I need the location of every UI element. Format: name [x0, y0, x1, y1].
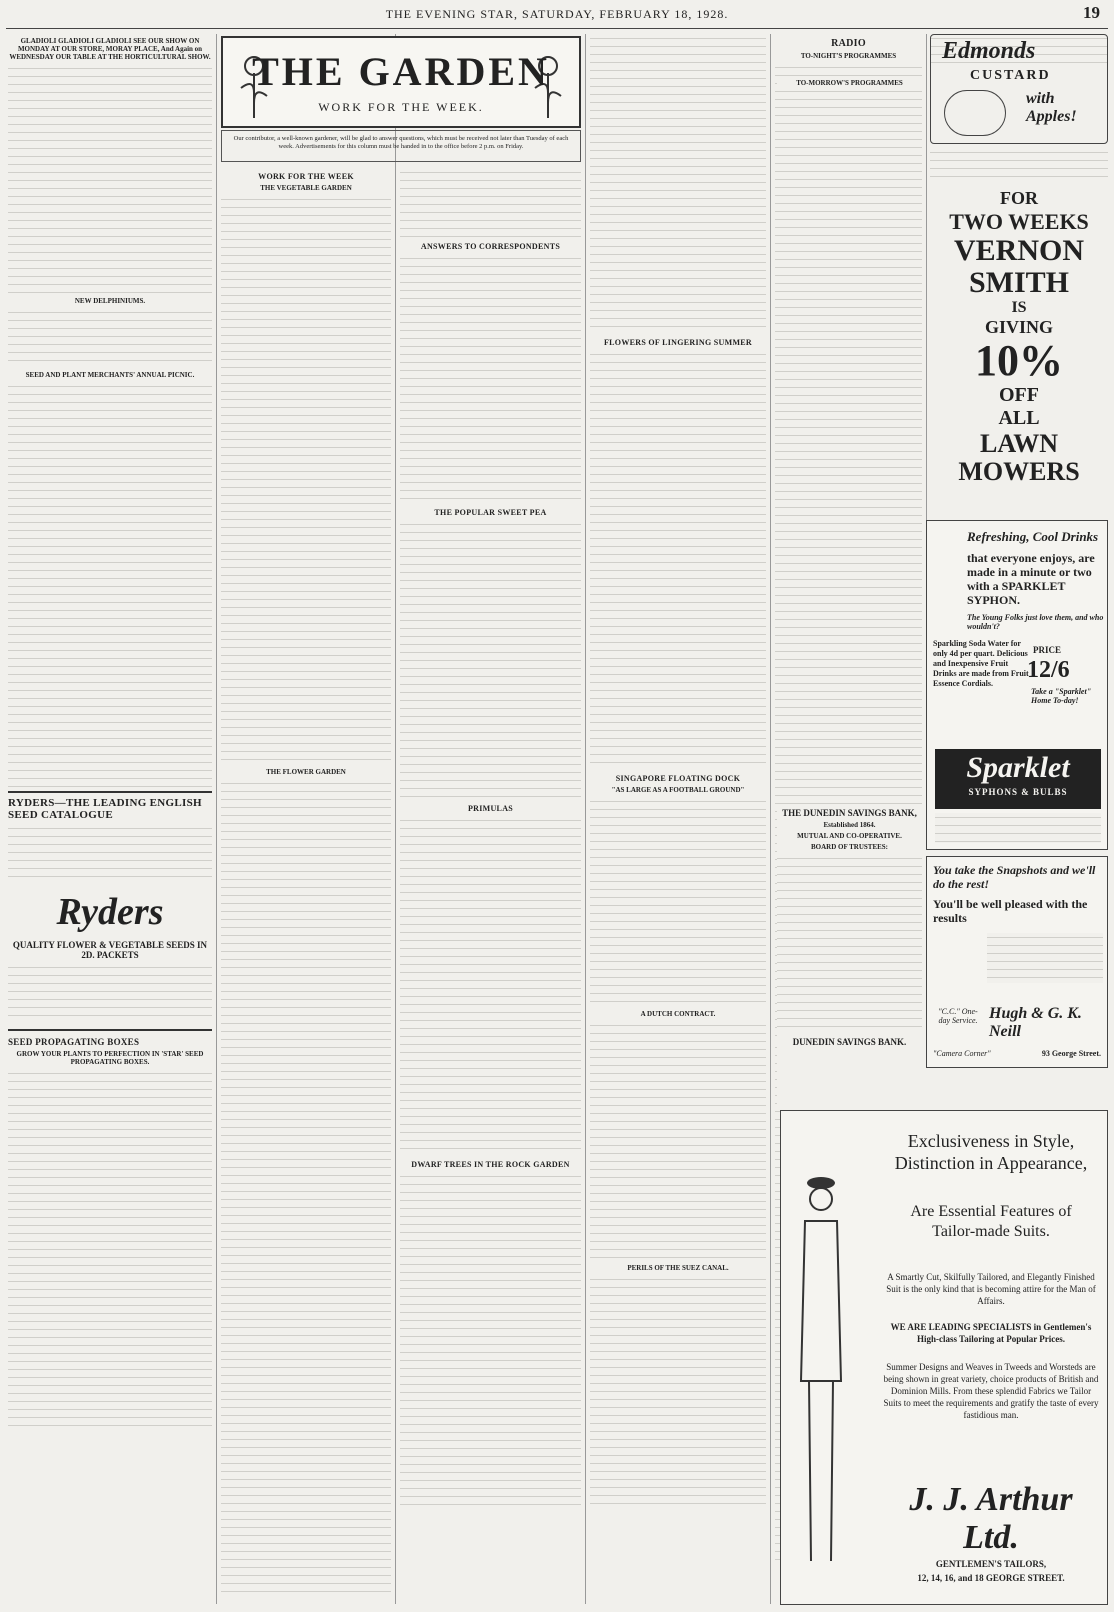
garden-header: [221, 36, 581, 128]
seed-boxes-text: [8, 1069, 212, 1429]
sparklet-fine-print: [935, 813, 1101, 843]
gardening-column: [221, 168, 391, 1604]
arthur-l1: Exclusiveness in Style,: [907, 1131, 1075, 1151]
dutch-contract-heading: A DUTCH CONTRACT.: [640, 1010, 716, 1018]
edmonds-ad: [930, 34, 1108, 144]
bowl-icon: [944, 90, 1006, 136]
ryders-tagline: QUALITY FLOWER & VEGETABLE SEEDS IN 2D. PACKETS: [12, 940, 208, 960]
sparklet-body: that everyone enjoys, are made in a minute or two with a SPARKLET SYPHON.: [967, 551, 1095, 607]
sparklet-logo: [935, 749, 1101, 809]
garden-notice: Our contributor, a well-known gardener, will be glad to answer questions, which must be received not later than Tuesday of each week. Advertisements for this column must be handed in to the office before 2 p.m. on Friday.: [221, 130, 581, 162]
article-text: [221, 195, 391, 765]
divider: [216, 34, 217, 1604]
vernon-for: FOR: [1000, 188, 1038, 208]
edmonds-with: with Apples!: [1026, 90, 1077, 125]
tomorrow-heading: TO-MORROW'S PROGRAMMES: [796, 79, 903, 87]
vernon-all: ALL: [998, 407, 1040, 429]
neill-cc: "C.C." One-day Service.: [938, 1007, 978, 1025]
vernon-smith-ad: [930, 186, 1108, 516]
divider: [926, 34, 927, 554]
answers-heading: ANSWERS TO CORRESPONDENTS: [420, 242, 561, 251]
divider: [585, 34, 586, 1604]
arthur-foot2: 12, 14, 16, and 18 GEORGE STREET.: [917, 1573, 1065, 1583]
arthur-signature: J. J. Arthur Ltd.: [909, 1481, 1073, 1556]
article-text: [400, 520, 581, 800]
vernon-two-weeks: TWO WEEKS: [949, 209, 1089, 234]
divider: [395, 34, 396, 1604]
dwarf-trees-heading: DWARF TREES IN THE ROCK GARDEN: [411, 1160, 570, 1169]
gentleman-icon: [791, 1161, 851, 1581]
seed-boxes-sub: GROW YOUR PLANTS TO PERFECTION IN 'STAR' SEED PROPAGATING BOXES.: [16, 1050, 204, 1066]
article-text: [590, 350, 766, 770]
sparklet-ad: [926, 520, 1108, 850]
bank-board: BOARD OF TRUSTEES:: [810, 843, 889, 851]
edmonds-brand: Edmonds: [942, 38, 1036, 64]
article-text: [400, 254, 581, 504]
bank-est: Established 1864.: [823, 821, 876, 829]
page-number: 19: [1083, 3, 1100, 22]
lingering-summer-heading: FLOWERS OF LINGERING SUMMER: [603, 338, 753, 347]
vernon-name-2: SMITH: [968, 266, 1070, 299]
vernon-mowers: MOWERS: [958, 457, 1080, 486]
article-text: [400, 168, 581, 238]
vernon-lawn: LAWN: [979, 429, 1058, 458]
gladioli-ad: GLADIOLI GLADIOLI GLADIOLI SEE OUR SHOW ON MONDAY AT OUR STORE, MORAY PLACE, And Again on WEDNESDAY OUR TABLE AT THE HORTICULTURAL SHOW.: [9, 37, 211, 61]
arthur-foot1: GENTLEMEN'S TAILORS,: [935, 1559, 1047, 1569]
radio-listings: [775, 63, 922, 623]
vegetable-garden-heading: THE VEGETABLE GARDEN: [260, 184, 352, 192]
neill-head: You take the Snapshots and we'll do the rest!: [933, 863, 1096, 891]
sparklet-price-label: PRICE: [1033, 645, 1062, 655]
sparklet-take: Take a "Sparklet" Home To-day!: [1031, 687, 1092, 705]
masthead: [0, 0, 1114, 30]
arthur-l2: Distinction in Appearance,: [894, 1153, 1088, 1173]
article-text: [590, 1021, 766, 1261]
article-text: [590, 1275, 766, 1505]
sparklet-note: Sparkling Soda Water for only 4d per quart. Delicious and Inexpensive Fruit Drinks are made from Fruit Essence Cordials.: [933, 639, 1029, 688]
singapore-dock-heading: SINGAPORE FLOATING DOCK: [615, 774, 741, 783]
sparklet-sub: SYPHONS & BULBS: [968, 787, 1068, 797]
classified-column: [8, 34, 212, 1604]
bank-sub: MUTUAL AND CO-OPERATIVE.: [797, 832, 902, 840]
vernon-name-1: VERNON: [953, 234, 1084, 267]
divider: [770, 34, 771, 1604]
neill-address: 93 George Street.: [1041, 1049, 1101, 1058]
ryders-text: [8, 824, 212, 884]
neill-name: Hugh & G. K. Neill: [989, 1005, 1082, 1040]
article-text: [590, 797, 766, 1007]
ryders-heading: RYDERS—THE LEADING ENGLISH SEED CATALOGUE: [8, 797, 202, 821]
garden-subtitle: WORK FOR THE WEEK.: [318, 100, 484, 114]
sparklet-tag: The Young Folks just love them, and who wouldn't?: [967, 613, 1104, 631]
radio-heading: RADIO: [831, 38, 866, 49]
neill-text: [987, 933, 1103, 983]
article-text: [400, 1172, 581, 1512]
sparklet-price: 12/6: [1027, 657, 1070, 683]
suez-perils-heading: PERILS OF THE SUEZ CANAL.: [627, 1264, 729, 1272]
tomorrow-block: [777, 76, 922, 90]
bank-footer: DUNEDIN SAVINGS BANK.: [792, 1037, 907, 1047]
primulas-heading: PRIMULAS: [467, 804, 514, 813]
arthur-l3: Are Essential Features of: [910, 1203, 1072, 1220]
gardening-column-2: [400, 168, 581, 1604]
edmonds-text: [930, 148, 1108, 182]
flower-garden-heading: THE FLOWER GARDEN: [266, 768, 346, 776]
garden-title: THE GARDEN: [252, 49, 550, 94]
bank-name: THE DUNEDIN SAVINGS BANK,: [782, 808, 917, 818]
news-column: [590, 34, 766, 1604]
sparklet-head: Refreshing, Cool Drinks: [967, 529, 1099, 544]
sweet-pea-heading: THE POPULAR SWEET PEA: [434, 508, 547, 517]
arthur-spec: WE ARE LEADING SPECIALISTS in Gentlemen's High-class Tailoring at Popular Prices.: [890, 1322, 1092, 1344]
arthur-ad: [780, 1110, 1108, 1605]
ryders-logo: Ryders: [56, 891, 164, 933]
arthur-body: A Smartly Cut, Skilfully Tailored, and Elegantly Finished Suit is the only kind that is becoming attire for the Man of Affairs.: [886, 1272, 1096, 1306]
arthur-body2: Summer Designs and Weaves in Tweeds and Worsteds are being shown in great variety, choice products of British and Dominion Mills. From these splendid Fabrics we Tailor Suits to meet the requirements and gratify the taste of every fastidious man.: [883, 1362, 1099, 1420]
work-for-week-heading: WORK FOR THE WEEK: [258, 172, 354, 181]
tonight-heading: TO-NIGHT'S PROGRAMMES: [800, 52, 897, 60]
article-text: [221, 779, 391, 1599]
classified-text: [8, 64, 212, 294]
vernon-off: OFF: [999, 384, 1039, 406]
article-text: [590, 34, 766, 334]
edmonds-product: CUSTARD: [970, 68, 1051, 83]
bank-text: [777, 854, 922, 1034]
article-text: [400, 816, 581, 1156]
neill-ad: [926, 856, 1108, 1068]
football-ground-heading: "AS LARGE AS A FOOTBALL GROUND": [611, 786, 745, 794]
new-delphiniums-heading: NEW DELPHINIUMS.: [74, 297, 146, 305]
masthead-title: THE EVENING STAR, SATURDAY, FEBRUARY 18, 1928.: [385, 7, 729, 21]
seed-boxes-heading: SEED PROPAGATING BOXES: [8, 1037, 140, 1047]
sparklet-brand: Sparklet: [966, 751, 1070, 784]
savings-bank: [777, 805, 922, 1105]
vernon-giving: GIVING: [984, 317, 1053, 337]
neill-camera: "Camera Corner": [933, 1049, 991, 1058]
masthead-rule: [6, 28, 1108, 29]
seed-merchants-heading: SEED AND PLANT MERCHANTS' ANNUAL PICNIC.: [25, 371, 195, 379]
ryders-text: [8, 963, 212, 1023]
neill-sub: You'll be well pleased with the results: [933, 897, 1088, 925]
classified-text: [8, 308, 212, 368]
classified-text: [8, 382, 212, 787]
vernon-is: IS: [1011, 299, 1027, 316]
vernon-percent: 10%: [975, 336, 1063, 385]
arthur-l4: Tailor-made Suits.: [932, 1223, 1050, 1240]
